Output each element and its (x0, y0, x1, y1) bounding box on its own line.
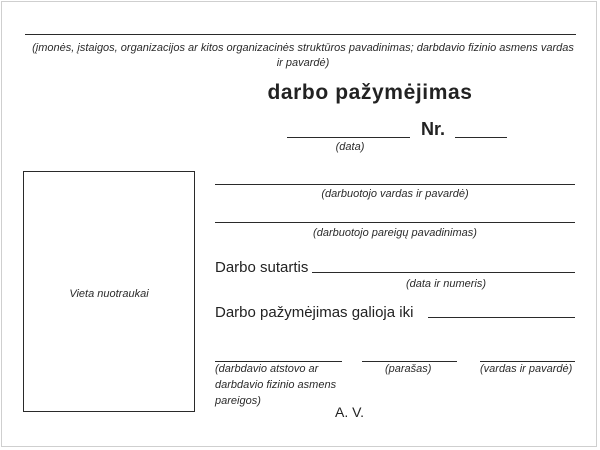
number-label: Nr. (421, 119, 446, 139)
document-title: darbo pažymėjimas (267, 81, 473, 104)
number-line (455, 137, 507, 138)
position-caption: (darbuotojo pareigų pavadinimas) (313, 227, 477, 239)
signature-caption: (parašas) (385, 363, 432, 375)
employee-name-caption: (darbuotojo vardas ir pavardė) (321, 188, 469, 200)
contract-label: Darbo sutartis (215, 259, 309, 276)
photo-placeholder (23, 171, 195, 412)
photo-label: Vieta nuotraukai (69, 288, 149, 300)
organization-caption: (įmonės, įstaigos, organizacijos ar kitos organizacinės struktūros pavadinimas; darbdavio fizinio asmens vardas ir pavardė) (32, 42, 574, 69)
organization-name-line (25, 34, 576, 35)
signatory-name-caption: (vardas ir pavardė) (480, 363, 573, 375)
valid-until-label: Darbo pažymėjimas galioja iki (215, 304, 414, 321)
date-caption: (data) (335, 141, 365, 153)
employee-name-line (215, 184, 575, 185)
date-line (287, 137, 410, 138)
representative-caption: (darbdavio atstovo ar darbdavio fizinio asmens pareigos) (215, 363, 337, 407)
valid-until-line (428, 317, 575, 318)
position-line (215, 222, 575, 223)
stamp-label: A. V. (335, 404, 365, 420)
contract-caption: (data ir numeris) (405, 278, 487, 290)
contract-line (312, 272, 575, 273)
